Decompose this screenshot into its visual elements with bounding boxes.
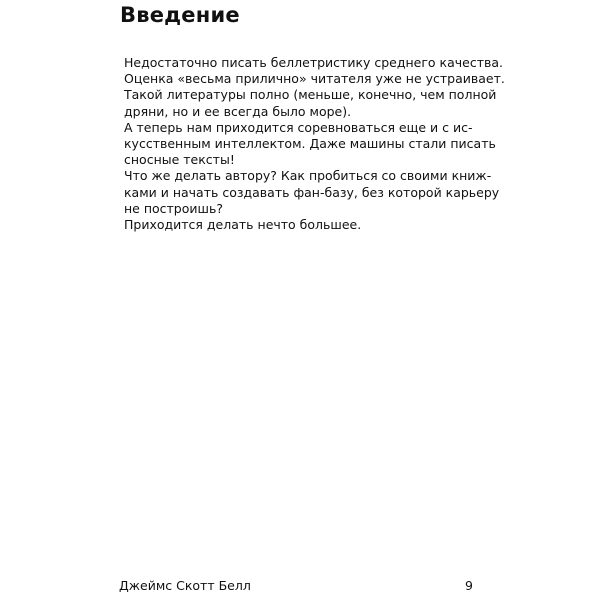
text-line: кусственным интеллектом. Даже машины стали писать [124,136,496,152]
footer-author: Джеймс Скотт Белл [119,578,251,593]
text-line: не построишь? [124,200,223,216]
text-line: Оценка «весьма прилично» читателя уже не устраивает. [124,71,505,87]
text-line: А теперь нам приходится соревноваться еще и с ис- [124,119,473,135]
text-line: Такой литературы полно (меньше, конечно, чем полной [124,87,497,103]
page-number: 9 [465,578,473,593]
text-line: Приходится делать нечто большее. [124,217,362,233]
text-line: дряни, но и ее всегда было море). [124,103,352,119]
chapter-title: Введение [120,3,240,27]
text-line: Что же делать автору? Как пробиться со своими книж- [124,168,492,184]
text-line: ками и начать создавать фан-базу, без которой карьеру [124,184,500,200]
body-text [124,55,505,233]
text-line: сносные тексты! [124,152,235,168]
text-line: Недостаточно писать беллетристику среднего качества. [124,55,503,70]
